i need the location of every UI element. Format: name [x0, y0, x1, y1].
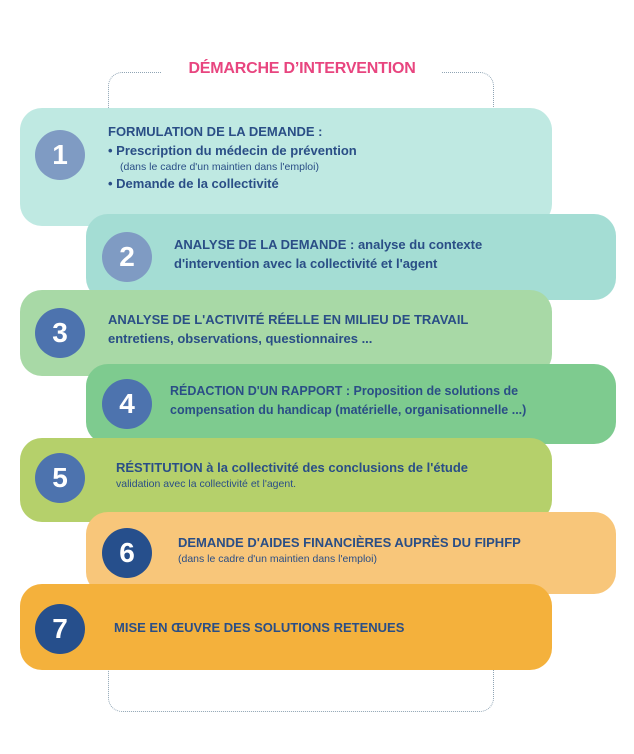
step-3-text: [108, 310, 548, 348]
step-2-line-1: ANALYSE DE LA DEMANDE : analyse du contexte: [174, 237, 483, 252]
step-6-line-1: DEMANDE D'AIDES FINANCIÈRES AUPRÈS DU FIPHFP: [178, 535, 521, 550]
step-6-card: [86, 512, 616, 594]
step-1-bullet-1: • Prescription du médecin de prévention: [108, 141, 538, 160]
step-5-line-2: validation avec la collectivité et l'agent.: [116, 478, 297, 490]
step-1-number: 1: [35, 130, 85, 180]
step-2-text: [174, 235, 604, 273]
step-1-card: [20, 108, 552, 226]
step-2-number: 2: [102, 232, 152, 282]
step-5-line-1: RÉSTITUTION à la collectivité des conclusions de l'étude: [116, 460, 469, 475]
step-5-number: 5: [35, 453, 85, 503]
step-4-text: [170, 382, 610, 420]
step-5-card: [20, 438, 552, 522]
step-7-line-1: MISE EN ŒUVRE DES SOLUTIONS RETENUES: [114, 620, 405, 635]
step-1-bullet-1-note: (dans le cadre d'un maintien dans l'emploi): [120, 161, 319, 173]
step-4-number: 4: [102, 379, 152, 429]
step-3-line-2: entretiens, observations, questionnaires ...: [108, 331, 373, 346]
step-7-card: [20, 584, 552, 670]
step-4-line-2: compensation du handicap (matérielle, organisationnelle ...): [170, 403, 527, 417]
step-5-text: [116, 458, 546, 491]
step-7-number: 7: [35, 604, 85, 654]
step-3-number: 3: [35, 308, 85, 358]
step-6-number: 6: [102, 528, 152, 578]
diagram-title: DÉMARCHE D’INTERVENTION: [162, 56, 442, 82]
step-4-card: [86, 364, 616, 444]
step-2-line-2: d'intervention avec la collectivité et l'agent: [174, 256, 438, 271]
step-7-text: [114, 618, 544, 637]
step-6-text: [178, 533, 608, 566]
step-1-heading: FORMULATION DE LA DEMANDE :: [108, 124, 323, 139]
step-1-bullet-2: • Demande de la collectivité: [108, 174, 538, 193]
step-1-text: [108, 122, 538, 193]
step-2-card: [86, 214, 616, 300]
step-3-line-1: ANALYSE DE L'ACTIVITÉ RÉELLE EN MILIEU DE TRAVAIL: [108, 312, 469, 327]
step-4-line-1: RÉDACTION D'UN RAPPORT : Proposition de solutions de: [170, 384, 519, 398]
step-6-line-2: (dans le cadre d'un maintien dans l'emploi): [178, 553, 377, 565]
